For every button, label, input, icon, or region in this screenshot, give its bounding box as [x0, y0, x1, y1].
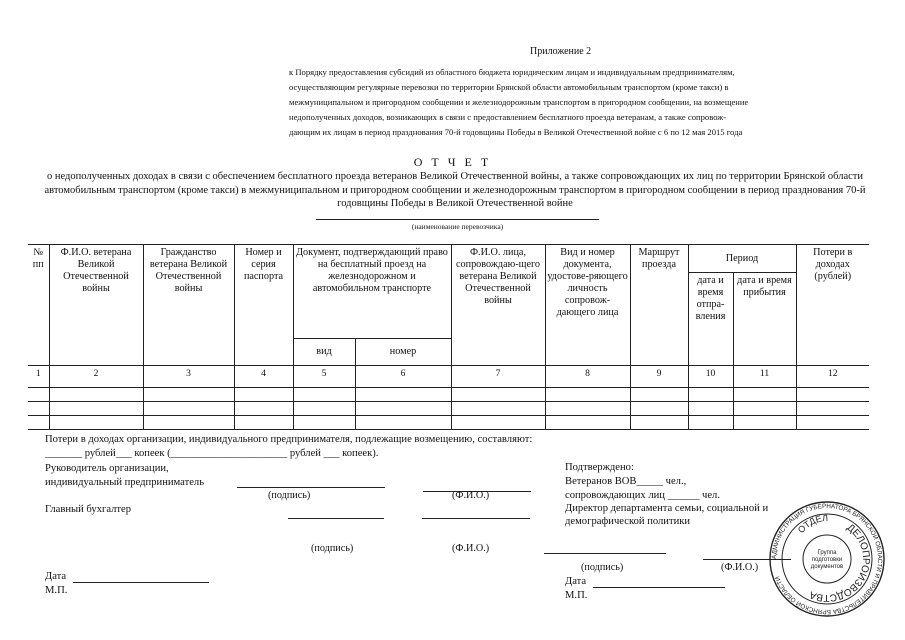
- table-cell[interactable]: [630, 402, 688, 416]
- preamble-line: дающим их лицам в период празднования 70-й годовщины Победы в Великой Отечественной войне с 6 по 12 мая 2015 года: [289, 127, 743, 137]
- column-number-cell: 1: [28, 366, 49, 388]
- column-number-cell: 5: [293, 366, 355, 388]
- table-cell[interactable]: [143, 388, 234, 402]
- losses-statement: Потери в доходах организации, индивидуального предпринимателя, подлежащие возмещению, составляют:: [45, 434, 533, 445]
- column-number-cell: 12: [796, 366, 869, 388]
- preamble-line: недополученных доходов, возникающих в связи с предоставлением бесплатного проезда ветеранам, а также сопровож-: [289, 112, 727, 122]
- losses-amount-line[interactable]: _______ рублей___ копеек (______________________ рублей ___ копеек).: [45, 448, 379, 459]
- accountant-label: Главный бухгалтер: [45, 504, 132, 515]
- header-route: Маршрут проезда: [630, 245, 688, 366]
- official-stamp: [768, 500, 886, 618]
- stamp-top-word: ОТДЕЛ: [795, 512, 829, 536]
- date-label: Дата: [45, 571, 67, 582]
- signature-caption: (подпись): [268, 490, 311, 501]
- table-cell[interactable]: [733, 402, 796, 416]
- table-cell[interactable]: [293, 402, 355, 416]
- header-citizenship: Гражданство ветерана Великой Отечественной войны: [143, 245, 234, 366]
- column-number-cell: 2: [49, 366, 143, 388]
- header-period: Период: [688, 245, 796, 273]
- table-cell[interactable]: [451, 388, 545, 402]
- table-row: [28, 402, 869, 416]
- accountant-signature-line[interactable]: [288, 518, 384, 519]
- seal-label: М.П.: [45, 585, 68, 596]
- table-cell[interactable]: [688, 416, 733, 430]
- column-number-cell: 10: [688, 366, 733, 388]
- header-doc-type: вид: [293, 339, 355, 366]
- seal-label: М.П.: [565, 590, 588, 601]
- fio-caption: (Ф.И.О.): [452, 543, 490, 554]
- preamble-line: межмуниципальном и пригородном сообщении и железнодорожным транспортом в пригородном сообщении, на возмещение: [289, 97, 749, 107]
- column-number-cell: 6: [355, 366, 451, 388]
- table-cell[interactable]: [234, 388, 293, 402]
- veterans-count-line[interactable]: Ветеранов ВОВ_____ чел.,: [565, 476, 687, 487]
- stamp-inner-line: подготовки: [811, 557, 843, 563]
- column-number-cell: 4: [234, 366, 293, 388]
- table-cell[interactable]: [355, 402, 451, 416]
- signature-caption: (подпись): [311, 543, 354, 554]
- table-cell[interactable]: [545, 402, 630, 416]
- table-cell[interactable]: [796, 416, 869, 430]
- table-cell[interactable]: [796, 388, 869, 402]
- table-cell[interactable]: [49, 402, 143, 416]
- table-cell[interactable]: [355, 388, 451, 402]
- column-number-cell: 9: [630, 366, 688, 388]
- table-cell[interactable]: [545, 416, 630, 430]
- table-cell[interactable]: [688, 402, 733, 416]
- table-cell[interactable]: [28, 388, 49, 402]
- fio-caption: (Ф.И.О.): [452, 490, 490, 501]
- director-label: Директор департамента семьи, социальной и: [565, 503, 769, 514]
- header-departure: дата и время отпра-вления: [688, 273, 733, 366]
- report-title: О Т Ч Е Т: [413, 155, 492, 169]
- stamp-inner-line: Группа: [817, 550, 837, 556]
- table-cell[interactable]: [143, 402, 234, 416]
- appendix-title: Приложение 2: [530, 46, 592, 57]
- director-signature-line[interactable]: [544, 553, 666, 554]
- table-cell[interactable]: [355, 416, 451, 430]
- table-cell[interactable]: [733, 416, 796, 430]
- fio-caption: (Ф.И.О.): [721, 562, 759, 573]
- table-cell[interactable]: [630, 388, 688, 402]
- header-document: Документ, подтверждающий право на бесплатный проезд на железнодорожном и автомобильном транспорте: [293, 245, 451, 339]
- header-arrival: дата и время прибытия: [733, 273, 796, 366]
- column-number-cell: 11: [733, 366, 796, 388]
- header-escort-fio: Ф.И.О. лица, сопровождаю-щего ветерана Великой Отечественной войны: [451, 245, 545, 366]
- date-line[interactable]: [73, 582, 209, 583]
- table-cell[interactable]: [28, 402, 49, 416]
- appendix-preamble: [289, 65, 748, 140]
- report-table: [28, 244, 869, 430]
- table-cell[interactable]: [451, 416, 545, 430]
- report-subtitle: о недополученных доходах в связи с обеспечением бесплатного проезда ветеранов Великой Отечественной войны, а также сопровождающих их лиц по территории Брянской области автомобильным транспортом (кроме такси) в межмуниципальном и пригородном сообщении и железнодорожным транспортом в пригородном сообщении в период празднования 70-й годовщины Победы в Великой Отечественной войне: [44, 171, 866, 209]
- carrier-name-caption: (наименование перевозчика): [411, 222, 504, 231]
- table-cell[interactable]: [28, 416, 49, 430]
- table-cell[interactable]: [49, 416, 143, 430]
- table-row: [28, 388, 869, 402]
- accountant-fio-line[interactable]: [422, 518, 530, 519]
- table-cell[interactable]: [234, 416, 293, 430]
- column-number-cell: 7: [451, 366, 545, 388]
- header-losses: Потери в доходах (рублей): [796, 245, 869, 366]
- head-label-2: индивидуальный предприниматель: [45, 477, 205, 488]
- carrier-name-line[interactable]: [316, 219, 599, 220]
- header-escort-document: Вид и номер документа, удостове-ряющего личность сопровож-дающего лица: [545, 245, 630, 366]
- preamble-line: осуществляющим регулярные перевозки по территории Брянской области автомобильным транспортом (кроме такси) в: [289, 82, 729, 92]
- date-line[interactable]: [593, 587, 725, 588]
- table-cell[interactable]: [49, 388, 143, 402]
- director-label-2: демографической политики: [565, 516, 691, 527]
- table-row: [28, 416, 869, 430]
- confirmed-label: Подтверждено:: [565, 462, 634, 473]
- table-cell[interactable]: [545, 388, 630, 402]
- column-number-cell: 8: [545, 366, 630, 388]
- head-signature-line[interactable]: [237, 487, 385, 488]
- stamp-inner-line: документов: [810, 564, 844, 570]
- escorts-count-line[interactable]: сопровождающих лиц ______ чел.: [565, 490, 720, 501]
- header-number: № пп: [28, 245, 49, 366]
- header-doc-number: номер: [355, 339, 451, 366]
- column-number-cell: 3: [143, 366, 234, 388]
- stamp-ring-text: ДЕЛОПРОИЗВОДСТВА: [808, 522, 872, 604]
- stamp-outer-text: АДМИНИСТРАЦИЯ ГУБЕРНАТОРА БРЯНСКОЙ ОБЛАСТИ И ПРАВИТЕЛЬСТВА БРЯНСКОЙ ОБЛАСТИ: [770, 502, 884, 616]
- preamble-line: к Порядку предоставления субсидий из областного бюджета юридическим лицам и индивидуальным предпринимателям,: [289, 67, 735, 77]
- table-cell[interactable]: [796, 402, 869, 416]
- header-passport: Номер и серия паспорта: [234, 245, 293, 366]
- header-veteran-fio: Ф.И.О. ветерана Великой Отечественной войны: [49, 245, 143, 366]
- table-cell[interactable]: [688, 388, 733, 402]
- date-label: Дата: [565, 576, 587, 587]
- table-cell[interactable]: [143, 416, 234, 430]
- head-label: Руководитель организации,: [45, 463, 169, 474]
- table-cell[interactable]: [234, 402, 293, 416]
- table-cell[interactable]: [293, 388, 355, 402]
- table-cell[interactable]: [733, 388, 796, 402]
- table-cell[interactable]: [451, 402, 545, 416]
- signature-caption: (подпись): [581, 562, 624, 573]
- table-cell[interactable]: [630, 416, 688, 430]
- table-cell[interactable]: [293, 416, 355, 430]
